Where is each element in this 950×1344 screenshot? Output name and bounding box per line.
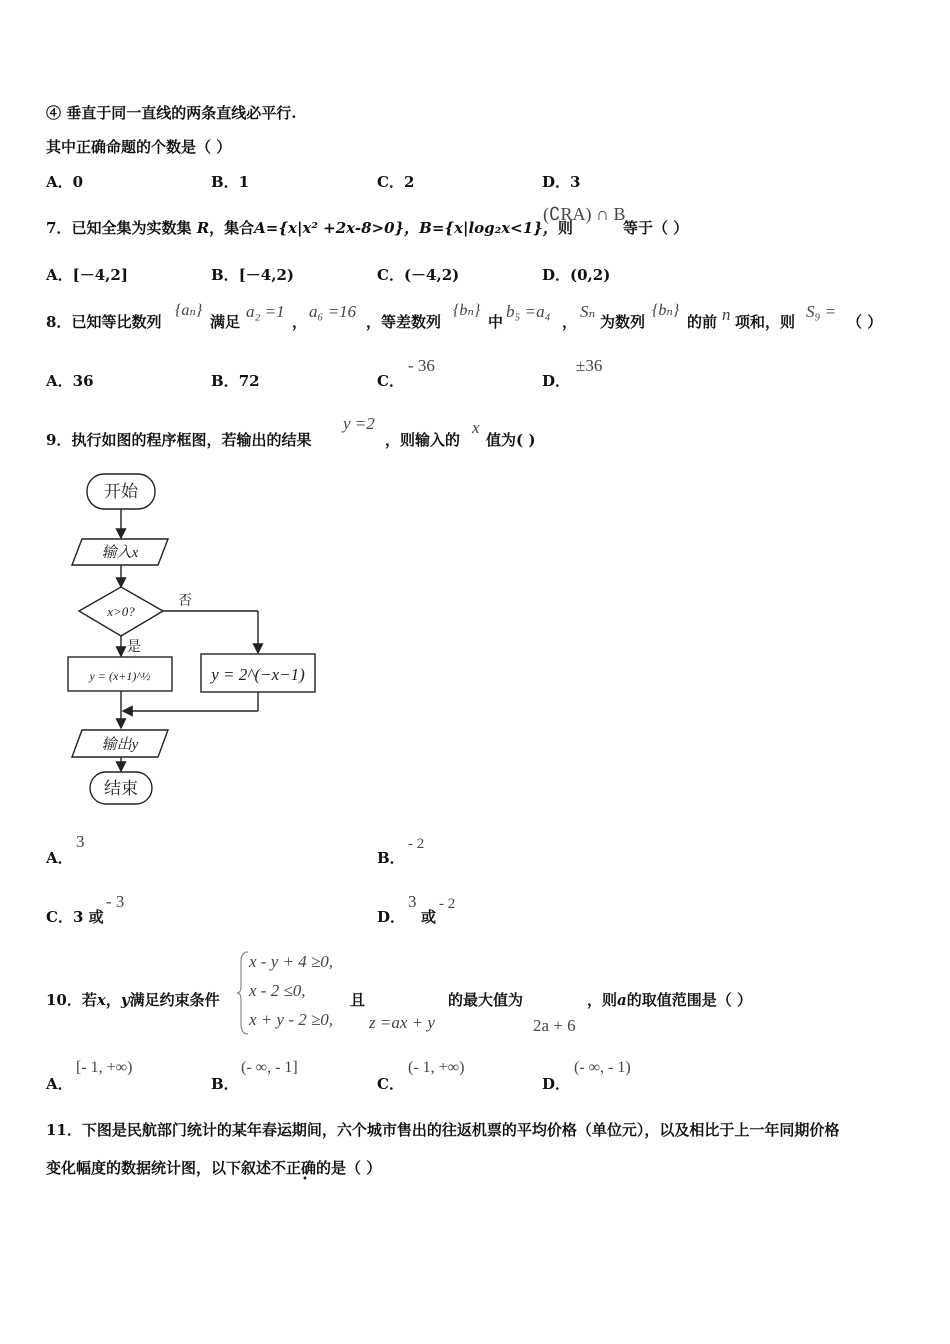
q7-option-c[interactable]: C．(－4,2) bbox=[377, 266, 460, 284]
q9-tail: 值为( ) bbox=[486, 431, 536, 449]
q10-option-a[interactable]: A． bbox=[46, 1075, 73, 1093]
q9-text-input: ，则输入的 bbox=[385, 431, 461, 449]
q8-stem-start: 8．已知等比数列 bbox=[46, 313, 162, 331]
q9-option-d-value: 3 bbox=[408, 892, 417, 911]
q8-text-in: 中 bbox=[488, 313, 504, 331]
q8-option-c[interactable]: C． bbox=[377, 372, 404, 390]
q8-option-b[interactable]: B．72 bbox=[211, 372, 260, 390]
program-flowchart bbox=[60, 468, 330, 808]
q8-text-first: 的前 bbox=[687, 313, 718, 331]
q6-option-c[interactable]: C．2 bbox=[377, 173, 415, 191]
q8-option-d-value: ±36 bbox=[576, 356, 603, 375]
q6-option-a[interactable]: A．0 bbox=[46, 173, 84, 191]
q9-option-b-value: - 2 bbox=[408, 836, 425, 852]
q9-stem-start: 9．执行如图的程序框图，若输出的结果 bbox=[46, 431, 312, 449]
q8-comma: ， bbox=[292, 313, 308, 331]
q10-option-b[interactable]: B． bbox=[211, 1075, 239, 1093]
q10-text-and: 且 bbox=[350, 991, 366, 1009]
q8-a2: a₂ =1 bbox=[246, 302, 285, 321]
q10-constraint-2: x - 2 ≤0, bbox=[249, 981, 306, 1000]
q10-constraint-3: x + y - 2 ≥0, bbox=[249, 1010, 334, 1029]
q7-option-a[interactable]: A．[－4,2] bbox=[46, 266, 128, 284]
q8-seq-b: {bₙ} bbox=[453, 302, 481, 319]
q10-option-d[interactable]: D． bbox=[542, 1075, 571, 1093]
q11-line-2: 变化幅度的数据统计图，以下叙述不正确的是（ ） bbox=[46, 1159, 382, 1177]
q7-option-d[interactable]: D．(0,2) bbox=[542, 266, 611, 284]
q9-option-a-value: 3 bbox=[76, 832, 85, 851]
q9-x: x bbox=[472, 418, 480, 437]
emphasis-dot: • bbox=[302, 1174, 308, 1185]
q10-stem-start: 10．若x，y满足约束条件 bbox=[46, 991, 220, 1009]
q10-option-a-value: [- 1, +∞) bbox=[76, 1059, 133, 1076]
q9-option-c-extra: - 3 bbox=[106, 892, 125, 911]
q8-sep: ， bbox=[562, 313, 578, 331]
q9-y-equals-2: y =2 bbox=[343, 414, 375, 433]
q9-option-d-extra: - 2 bbox=[439, 896, 456, 912]
q10-max-value: 2a + 6 bbox=[533, 1016, 576, 1035]
q8-text-arith: ，等差数列 bbox=[366, 313, 442, 331]
flow-output-label: 输出y bbox=[101, 737, 139, 753]
q8-option-c-value: - 36 bbox=[408, 356, 435, 375]
q9-option-d-or: 或 bbox=[421, 908, 437, 926]
q10-objective: z =ax + y bbox=[369, 1013, 435, 1032]
q10-option-c-value: (- 1, +∞) bbox=[408, 1059, 465, 1076]
q8-b5: b₅ =a₄ bbox=[506, 302, 551, 321]
q7-option-b[interactable]: B．[－4,2) bbox=[211, 266, 294, 284]
q8-seq-b2: {bₙ} bbox=[652, 302, 680, 319]
flow-yes-label: 是 bbox=[127, 640, 141, 655]
q7-tail: 等于（ ） bbox=[623, 219, 689, 237]
flow-end-label: 结束 bbox=[104, 779, 138, 798]
flow-start-label: 开始 bbox=[104, 482, 138, 501]
q10-option-b-value: (- ∞, - 1] bbox=[241, 1059, 298, 1076]
flow-condition-label: x>0? bbox=[107, 604, 135, 619]
q8-text-for: 为数列 bbox=[600, 313, 646, 331]
q6-prompt: 其中正确命题的个数是（ ） bbox=[46, 138, 232, 156]
q10-constraint-1: x - y + 4 ≥0, bbox=[249, 952, 334, 971]
q8-tail: （ ） bbox=[847, 313, 883, 331]
flow-input-label: 输入x bbox=[101, 545, 139, 561]
q8-text-satisfy: 满足 bbox=[210, 313, 241, 331]
q10-brace bbox=[236, 950, 250, 1036]
q7-stem: 7．已知全集为实数集 R，集合A={x|x² +2x-8>0}，B={x|log₂x<1}，则 bbox=[46, 219, 573, 237]
q8-n: n bbox=[722, 305, 731, 324]
q6-option-d[interactable]: D．3 bbox=[542, 173, 581, 191]
q9-option-b[interactable]: B． bbox=[377, 849, 405, 867]
flow-left-formula: y = (x+1)^½ bbox=[89, 669, 151, 683]
q6-option-b[interactable]: B．1 bbox=[211, 173, 250, 191]
q10-option-d-value: (- ∞, - 1) bbox=[574, 1059, 631, 1076]
q8-sn: Sₙ bbox=[580, 302, 596, 321]
q10-tail: ，则a的取值范围是（ ） bbox=[587, 991, 752, 1009]
q10-option-c[interactable]: C． bbox=[377, 1075, 404, 1093]
q8-s9: S₉ = bbox=[806, 302, 837, 321]
flow-no-label: 否 bbox=[178, 594, 192, 609]
q10-text-max: 的最大值为 bbox=[448, 991, 524, 1009]
q9-option-d[interactable]: D． bbox=[377, 908, 406, 926]
flow-right-formula: y = 2^(−x−1) bbox=[211, 665, 305, 684]
q8-text-sum: 项和，则 bbox=[735, 313, 796, 331]
q11-emphasis-not: 不 bbox=[271, 1159, 287, 1177]
q8-a6: a₆ =16 bbox=[309, 302, 357, 321]
q9-option-c[interactable]: C．3 或 bbox=[46, 908, 104, 926]
q7-expression: (∁RA) ∩ B bbox=[543, 204, 626, 224]
q8-option-d[interactable]: D． bbox=[542, 372, 571, 390]
statement-4: ④ 垂直于同一直线的两条直线必平行. bbox=[46, 104, 297, 122]
q8-seq-a: {aₙ} bbox=[175, 302, 203, 319]
q11-line-1: 11．下图是民航部门统计的某年春运期间，六个城市售出的往返机票的平均价格（单位元），以及相比于上一年同期价格 bbox=[46, 1121, 840, 1139]
q8-option-a[interactable]: A．36 bbox=[46, 372, 94, 390]
q9-option-a[interactable]: A． bbox=[46, 849, 73, 867]
